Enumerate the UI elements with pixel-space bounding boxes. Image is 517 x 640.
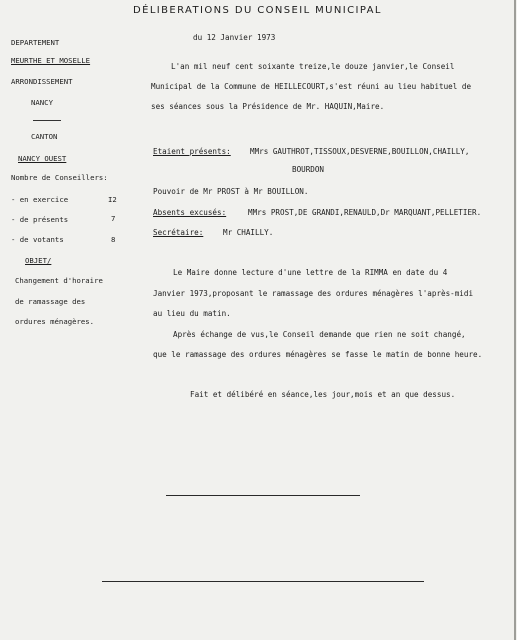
letter-paragraph-line: au lieu du matin. [153, 309, 231, 318]
count-value: 7 [111, 214, 116, 223]
secretaire-label: Secrétaire: [153, 228, 204, 237]
count-label: - de présents [11, 215, 69, 224]
conseillers-label: Nombre de Conseillers: [11, 173, 108, 182]
pouvoir-line: Pouvoir de Mr PROST à Mr BOUILLON. [153, 187, 309, 196]
presents-label: Etaient présents: [153, 147, 231, 156]
count-label: - de votants [11, 235, 64, 244]
meeting-date: du 12 Janvier 1973 [193, 33, 276, 42]
decision-paragraph-line: que le ramassage des ordures ménagères se fasse le matin de bonne heure. [153, 350, 483, 359]
objet-label: OBJET/ [25, 256, 52, 265]
objet-line: Changement d'horaire [15, 276, 103, 285]
presents-list-cont: BOURDON [292, 165, 325, 174]
arrondissement-label: ARRONDISSEMENT [11, 77, 73, 86]
binding-edge [514, 0, 516, 640]
objet-line: ordures ménagères. [15, 317, 95, 326]
bottom-rule [102, 581, 424, 582]
presents-list: MMrs GAUTHROT,TISSOUX,DESVERNE,BOUILLON,CHAILLY, [250, 147, 470, 156]
intro-line: L'an mil neuf cent soixante treize,le douze janvier,le Conseil [171, 62, 455, 71]
canton-label: CANTON [31, 132, 58, 141]
intro-line: ses séances sous la Présidence de Mr. HAQUIN,Maire. [151, 102, 385, 111]
secretaire-name: Mr CHAILLY. [223, 228, 274, 237]
absents-label: Absents excusés: [153, 208, 227, 217]
count-value: I2 [108, 195, 117, 204]
departement-label: DEPARTEMENT [11, 38, 60, 47]
absents-list: MMrs PROST,DE GRANDI,RENAULD,Dr MARQUANT,PELLETIER. [248, 208, 482, 217]
separator-dash [33, 120, 61, 121]
intro-line: Municipal de la Commune de HEILLECOURT,s'est réuni au lieu habituel de [151, 82, 472, 91]
count-value: 8 [111, 235, 116, 244]
departement-value: MEURTHE ET MOSELLE [11, 56, 91, 65]
decision-paragraph-line: Après échange de vus,le Conseil demande que rien ne soit changé, [173, 330, 466, 339]
objet-line: de ramassage des [15, 297, 86, 306]
canton-value: NANCY OUEST [18, 154, 67, 163]
letter-paragraph-line: Janvier 1973,proposant le ramassage des ordures ménagères l'après-midi [153, 289, 474, 298]
closing-line: Fait et délibéré en séance,les jour,mois et an que dessus. [190, 390, 456, 399]
arrondissement-value: NANCY [31, 98, 53, 107]
page-title: DÉLIBERATIONS DU CONSEIL MUNICIPAL [133, 5, 382, 16]
signature-line [166, 495, 360, 496]
letter-paragraph-line: Le Maire donne lecture d'une lettre de la RIMMA en date du 4 [173, 268, 448, 277]
count-label: - en exercice [11, 195, 69, 204]
